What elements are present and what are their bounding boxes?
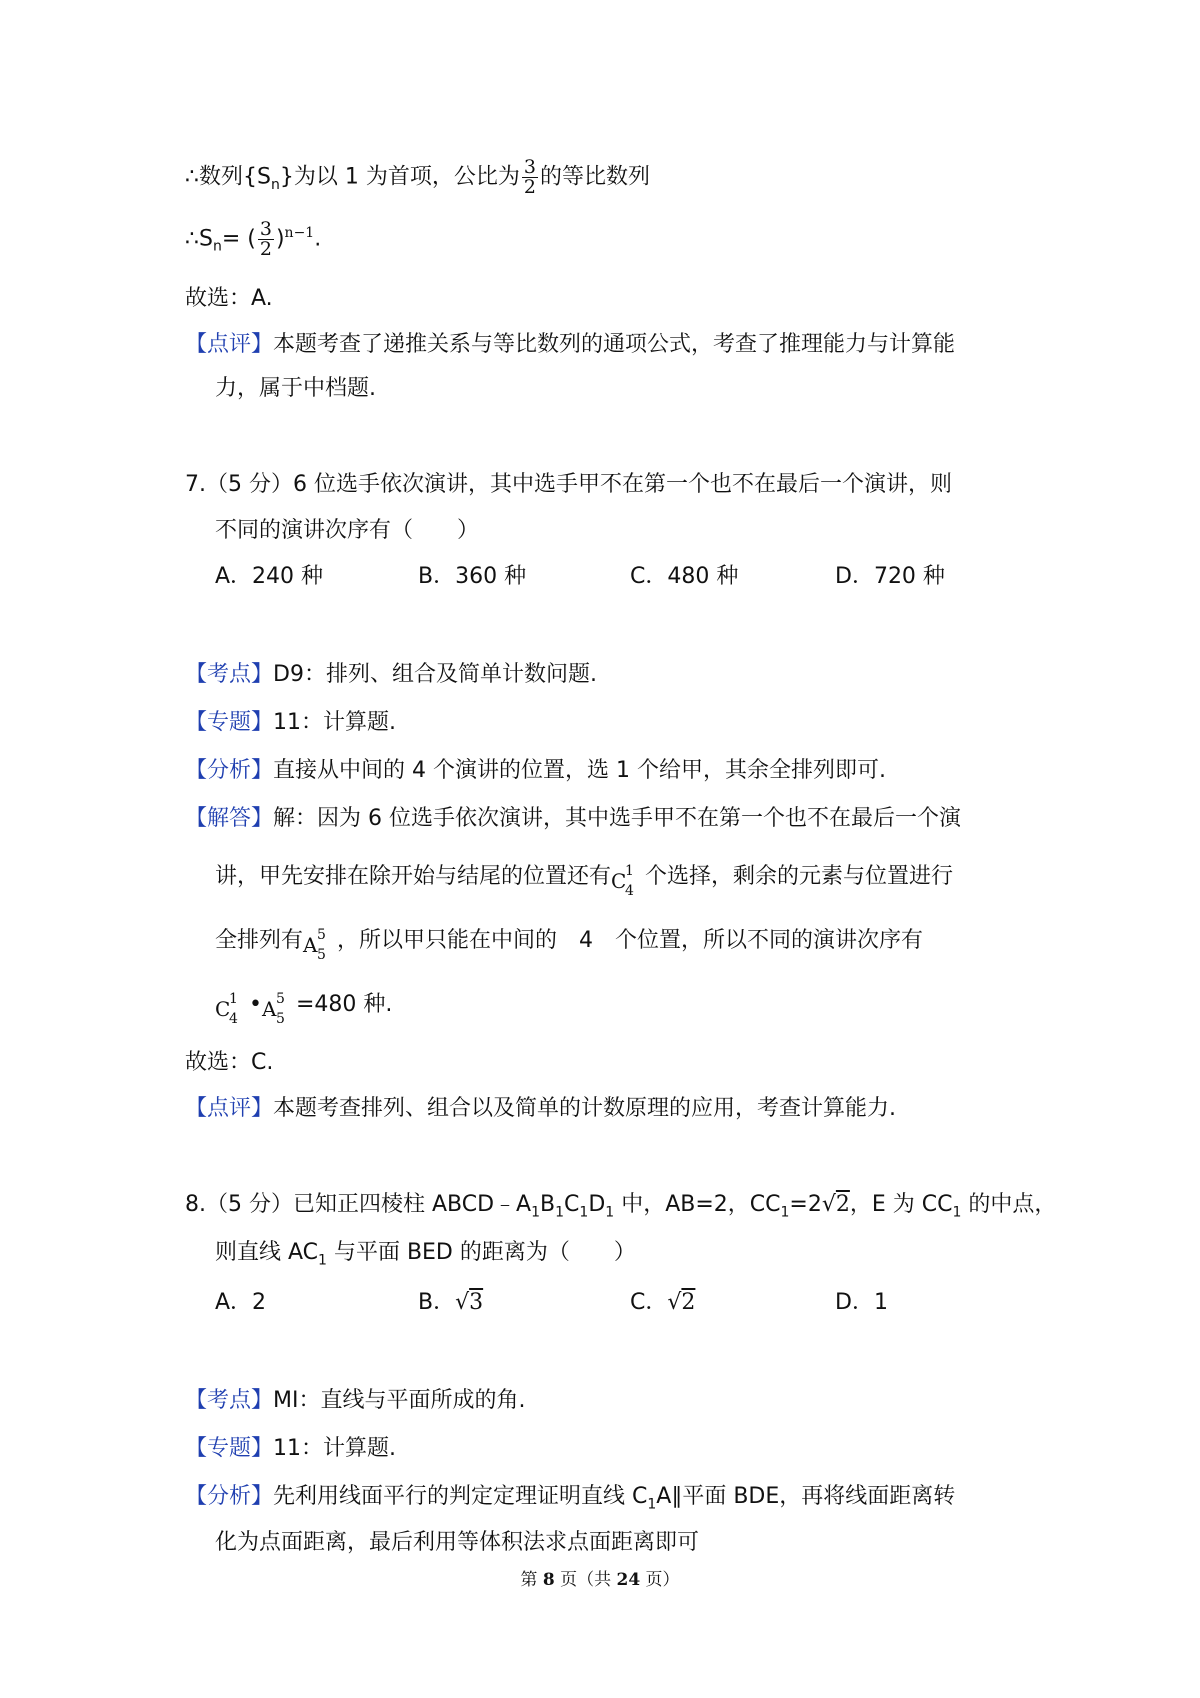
- q7-option-a: A．240 种: [215, 564, 324, 589]
- sn-formula: $\therefore S_n=$ ( $\frac{3}{2}$ )$^{n-1}$.: [185, 217, 322, 260]
- comment-tag: 【点评】: [185, 332, 274, 357]
- sqrt-three: √3: [455, 1290, 484, 1315]
- q7-kaodian: 【考点】D9：排列、组合及简单计数问题.: [185, 662, 597, 687]
- q8-zhuanti: 【专题】11：计算题.: [185, 1436, 397, 1461]
- fraction-three-halves: $\frac{3}{2}$: [259, 217, 272, 260]
- question-8-stem-cont: 则直线 $AC_1$ 与平面 BED 的距离为（ ）: [215, 1240, 636, 1269]
- comment-line: 【点评】本题考查了递推关系与等比数列的通项公式，考查了推理能力与计算能: [185, 332, 956, 357]
- page-footer: 第 8 页（共 24 页）: [520, 1570, 680, 1590]
- therefore-symbol: ∴: [185, 164, 199, 190]
- combination-c41: C 1 4: [611, 863, 634, 899]
- q7-option-b: B．360 种: [418, 564, 527, 589]
- q7-jieda-line2: 讲，甲先安排在除开始与结尾的位置还有 C 1 4 个选择，剩余的元素与位置进行: [215, 860, 953, 894]
- sqrt-two: √2: [667, 1290, 696, 1315]
- q8-kaodian: 【考点】MI：直线与平面所成的角.: [185, 1388, 526, 1413]
- sequence-statement: ∴数列$\{S_n\}$为以 1 为首项，公比为 $\frac{3}{2}$ 的等比数列: [185, 156, 650, 198]
- q7-option-c: C．480 种: [630, 564, 739, 589]
- q7-fenxi: 【分析】直接从中间的 4 个演讲的位置，选 1 个给甲，其余全排列即可.: [185, 758, 886, 783]
- q7-answer: 故选：C.: [185, 1050, 274, 1075]
- permutation-a55: A 5 5: [261, 991, 285, 1027]
- q8-fenxi-cont: 化为点面距离，最后利用等体积法求点面距离即可: [215, 1530, 700, 1555]
- q7-jieda-line3: 全排列有 A 5 5 ，所以甲只能在中间的 4 个位置，所以不同的演讲次序有: [215, 924, 923, 958]
- combination-c41: C 1 4: [215, 991, 238, 1027]
- q7-option-d: D．720 种: [835, 564, 945, 589]
- q7-zhuanti: 【专题】11：计算题.: [185, 710, 397, 735]
- q7-jieda-line4: C 1 4 • A 5 5 =480 种.: [215, 988, 392, 1022]
- fraction-three-halves: $\frac{3}{2}$: [523, 156, 536, 198]
- q7-jieda: 【解答】解：因为 6 位选手依次演讲，其中选手甲不在第一个也不在最后一个演: [185, 806, 962, 831]
- total-pages: 24: [616, 1570, 641, 1590]
- q8-option-b: B．√3: [418, 1290, 484, 1315]
- comment-line-cont: 力，属于中档题.: [215, 376, 376, 401]
- q7-dianping: 【点评】本题考查排列、组合以及简单的计数原理的应用，考查计算能力.: [185, 1096, 897, 1121]
- question-7-stem-cont: 不同的演讲次序有（ ）: [215, 518, 480, 543]
- page-number: 8: [542, 1570, 555, 1590]
- question-8-stem: 8.（5 分）已知正四棱柱 $ABCD﹣A_1B_1C_1D_1$ 中，AB=2，$CC_1=2√2$，E 为 $CC_1$ 的中点，: [185, 1192, 1057, 1221]
- answer-line: 故选：A.: [185, 286, 273, 311]
- question-7-stem: 7.（5 分）6 位选手依次演讲，其中选手甲不在第一个也不在最后一个演讲，则: [185, 472, 952, 497]
- q8-fenxi: 【分析】先利用线面平行的判定定理证明直线 $C_1A\parallel$平面 BDE，再将线面距离转: [185, 1484, 956, 1513]
- permutation-a55: A 5 5: [303, 927, 326, 963]
- q8-option-a: A．2: [215, 1290, 267, 1315]
- sqrt-two: √2: [821, 1192, 850, 1217]
- q8-option-c: C．√2: [630, 1290, 696, 1315]
- q8-option-d: D．1: [835, 1290, 888, 1315]
